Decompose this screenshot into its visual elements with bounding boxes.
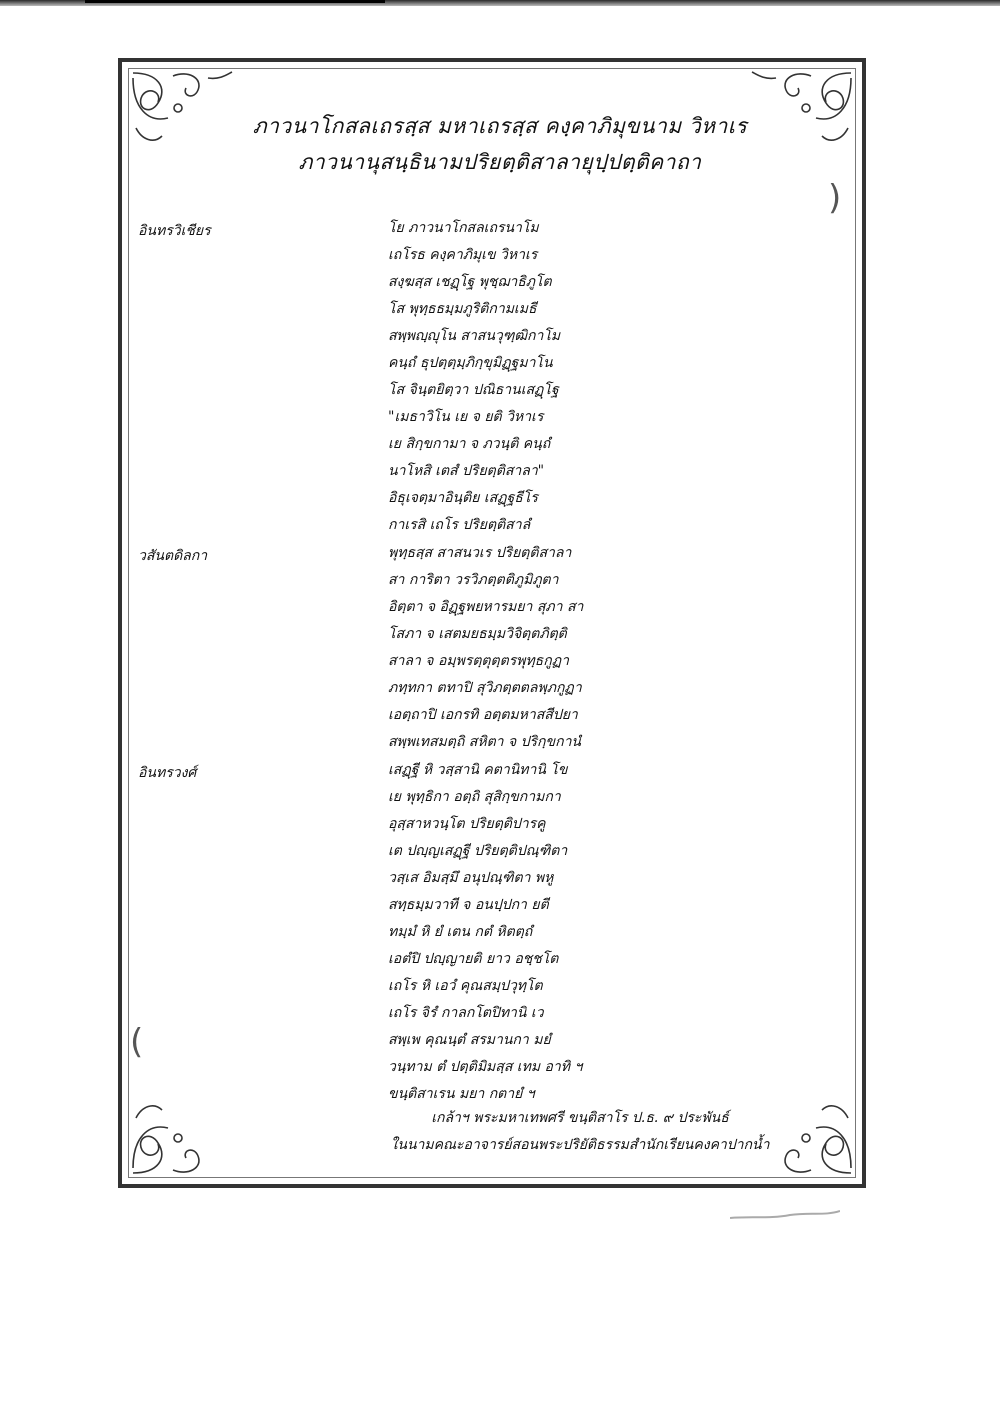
verse-line: สทฺธมฺมวาที จ อนปฺปกา ยตี	[388, 897, 549, 913]
verse-line: นาโหสิ เตสํ ปริยตฺติสาลา"	[388, 463, 545, 479]
verse-line: อุสฺสาหวนฺโต ปริยตฺติปารคู	[388, 816, 546, 832]
document-title: ภาวนาโกสลเถรสฺส มหาเถรสฺส คงฺคาภิมุขนาม วิหาเร	[252, 114, 748, 138]
verse-line: เถโรธ คงฺคาภิมุเข วิหาเร	[388, 247, 538, 263]
floral-corner-ornament-bottom-left	[128, 1088, 238, 1178]
verse-line: วสฺเส อิมสฺมึ อนุปณฺฑิตา พหู	[388, 870, 554, 886]
verse-line: เต ปญฺญเสฏฺฐี ปริยตฺติปณฺฑิตา	[388, 843, 568, 859]
verse-line: สงฺฆสฺส เชฏฺโฐ พุชฺฌาธิภูโต	[388, 274, 552, 290]
verse-line: สาลา จ อมฺพรตฺตุตฺตรพุทฺธกูฏา	[388, 653, 569, 669]
meter-label-indravamsa: อินทรวงศ์	[138, 765, 197, 781]
verse-line: พุทฺธสฺส สาสนวเร ปริยตฺติสาลา	[388, 545, 572, 561]
side-bracket-mark: )	[828, 178, 842, 218]
verse-line: ทมฺมํ หิ ยํ เตน กตํ หิตตฺถํ	[388, 924, 533, 940]
verse-line: อิธุเจตฺมาอินฺติย เสฏฺฐธีโร	[388, 490, 538, 506]
verse-line: โส จินฺตยิตฺวา ปณิธานเสฏฺโฐ	[388, 382, 559, 398]
verse-line: เย สิกฺขกามา จ ภวนฺติ คนฺถํ	[388, 436, 551, 452]
scan-mark	[85, 0, 385, 3]
verse-line: โย ภาวนาโกสลเถรนาโม	[388, 220, 539, 236]
verse-line: เอตฺถาปิ เอกรทิ อตฺตมหาสสีปยา	[388, 707, 578, 723]
meter-label-vasantatilaka: วสันตดิลกา	[138, 548, 208, 564]
verse-line: เถโร หิ เอวํ คุณสมฺปวุทฺโต	[388, 978, 543, 994]
document-subtitle: ภาวนานุสนฺธินามปริยตฺติสาลายุปฺปตฺติคาถา	[298, 150, 702, 174]
verse-line: โส พุทฺธธมฺมภูริติกามเมธี	[388, 301, 537, 317]
verse-line: สา การิตา วรวิภตฺตติภูมิภูตา	[388, 572, 559, 588]
author-affiliation: ในนามคณะอาจารย์สอนพระปริยัติธรรมสำนักเรียนคงคาปากน้ำ	[390, 1137, 770, 1153]
verse-block-2	[388, 540, 808, 756]
verse-line: ภทฺทกา ตทาปิ สุวิภตฺตตลพฺภกูฏา	[388, 680, 582, 696]
verse-line: เย พุทฺธิกา อตฺถิ สุสิกฺขกามกา	[388, 789, 561, 805]
verse-line: สพฺพญฺญุโน สาสนวุฑฺฒิกาโม	[388, 328, 561, 344]
verse-line: ขนฺติสาเรน มยา กตายํ ฯ	[388, 1086, 535, 1102]
verse-line: อิตฺตา จ อิฏฺฐพยหารมยา สุภา สา	[388, 599, 584, 615]
verse-line: สพฺพเทสมตฺถิ สหิตา จ ปริกฺขกานํ	[388, 734, 581, 750]
scan-smudge	[730, 1210, 840, 1220]
verse-line: สพฺเพ คุณนฺตํ สรมานกา มยํ	[388, 1032, 551, 1048]
verse-line: เสฏฺฐี หิ วสฺสานิ คตานิทานิ โข	[388, 762, 568, 778]
meter-label-indravajira: อินทรวิเชียร	[138, 223, 211, 239]
verse-line: คนฺถํ ธุปตฺตฺมฺภิกฺขุมิฏฺฐมาโน	[388, 355, 553, 371]
verse-line: วนฺทาม ตํ ปตฺติมิมสฺส เทม อาทิ ฯ	[388, 1059, 583, 1075]
author-signature: เกล้าฯ พระมหาเทพศรี ขนฺติสาโร ป.ธ. ๙ ประพันธ์	[431, 1110, 729, 1126]
verse-line: เอตํปิ ปญฺญายติ ยาว อชฺชโต	[388, 951, 559, 967]
verse-line: กาเรสิ เถโร ปริยตฺติสาลํ	[388, 517, 531, 533]
verse-line: "เมธาวิโน เย จ ยติ วิหาเร	[388, 409, 544, 425]
verse-line: โสภา จ เสตมยธมฺมวิจิตฺตภิตฺติ	[388, 626, 567, 642]
verse-block-1	[388, 215, 808, 539]
verse-block-3	[388, 757, 808, 1108]
side-bracket-mark: (	[130, 1022, 144, 1062]
verse-line: เถโร จิรํ กาลกโตปิทานิ เว	[388, 1005, 544, 1021]
